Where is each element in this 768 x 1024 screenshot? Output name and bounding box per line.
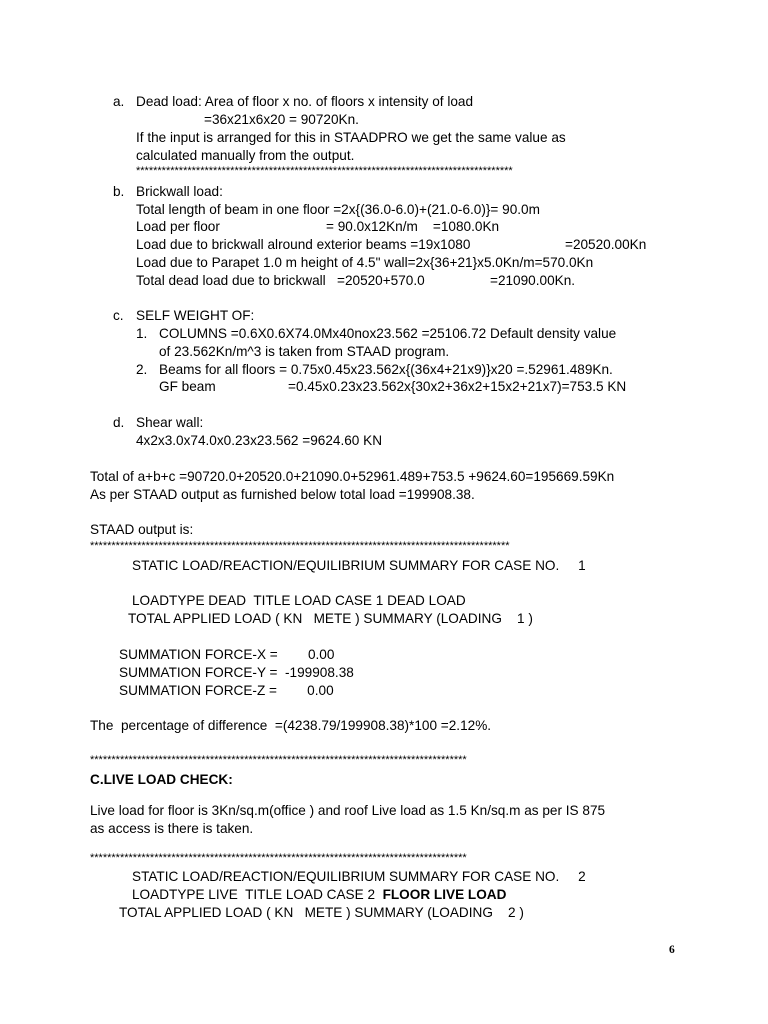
- live-load-paragraph: as access is there is taken.: [90, 821, 254, 836]
- total-line: As per STAAD output as furnished below total load =199908.38.: [90, 487, 475, 502]
- brickwall-line: Total length of beam in one floor =2x{(36.0-6.0)+(21.0-6.0)}= 90.0m: [136, 202, 540, 217]
- live-loadtype-title: FLOOR LIVE LOAD: [382, 887, 507, 902]
- live-load-heading: C.LIVE LOAD CHECK:: [90, 772, 233, 787]
- list-number: 1.: [136, 326, 148, 341]
- brickwall-line: Total dead load due to brickwall =20520+570.0: [136, 273, 425, 288]
- dead-load-note: calculated manually from the output.: [136, 148, 355, 163]
- summation-force-x: SUMMATION FORCE-X = 0.00: [119, 647, 335, 662]
- brickwall-title: Brickwall load:: [136, 184, 223, 199]
- list-marker-b: b.: [113, 184, 125, 199]
- separator-stars: ****************************************************************************************: [90, 852, 467, 864]
- staad-heading: STAAD output is:: [90, 522, 194, 537]
- separator-stars: ****************************************************************************************: [90, 754, 467, 766]
- shear-wall-calc: 4x2x3.0x74.0x0.23x23.562 =9624.60 KN: [136, 433, 383, 448]
- dead-load-calc: =36x21x6x20 = 90720Kn.: [204, 112, 359, 127]
- self-weight-columns: COLUMNS =0.6X0.6X74.0Mx40nox23.562 =25106.72 Default density value: [159, 326, 617, 341]
- list-marker-a: a.: [113, 94, 125, 109]
- list-number: 2.: [136, 362, 148, 377]
- list-marker-c: c.: [113, 308, 124, 323]
- percentage-difference: The percentage of difference =(4238.79/199908.38)*100 =2.12%.: [90, 718, 492, 733]
- page-number: 6: [669, 944, 675, 956]
- total-line: Total of a+b+c =90720.0+20520.0+21090.0+52961.489+753.5 +9624.60=195669.59Kn: [90, 469, 615, 484]
- shear-wall-title: Shear wall:: [136, 415, 204, 430]
- staad-summary: STATIC LOAD/REACTION/EQUILIBRIUM SUMMARY FOR CASE NO. 1: [132, 558, 586, 573]
- live-loadtype: [132, 887, 506, 903]
- self-weight-beams: Beams for all floors = 0.75x0.45x23.562x{(36x4+21x9)}x20 =.52961.489Kn.: [159, 362, 613, 377]
- self-weight-columns: of 23.562Kn/m^3 is taken from STAAD program.: [159, 344, 450, 359]
- summation-force-z: SUMMATION FORCE-Z = 0.00: [119, 683, 334, 698]
- brickwall-line: Load due to brickwall alround exterior beams =19x1080: [136, 237, 471, 252]
- brickwall-line: Load per floor: [136, 219, 220, 234]
- self-weight-title: SELF WEIGHT OF:: [136, 308, 255, 323]
- live-load-paragraph: Live load for floor is 3Kn/sq.m(office ) and roof Live load as 1.5 Kn/sq.m as per IS 875: [90, 803, 606, 818]
- live-summary: STATIC LOAD/REACTION/EQUILIBRIUM SUMMARY FOR CASE NO. 2: [132, 869, 586, 884]
- dead-load-note: If the input is arranged for this in STAADPRO we get the same value as: [136, 130, 566, 145]
- self-weight-gf-beam: GF beam: [159, 379, 216, 394]
- self-weight-gf-beam: =0.45x0.23x23.562x{30x2+36x2+15x2+21x7)=753.5 KN: [288, 379, 627, 394]
- staad-loadtype: LOADTYPE DEAD TITLE LOAD CASE 1 DEAD LOAD: [132, 593, 466, 608]
- brickwall-line: =20520.00Kn: [565, 237, 647, 252]
- summation-force-y: SUMMATION FORCE-Y = -199908.38: [119, 665, 354, 680]
- separator-stars: ****************************************************************************************: [136, 165, 513, 177]
- brickwall-line: Load due to Parapet 1.0 m height of 4.5" wall=2x{36+21}x5.0Kn/m=570.0Kn: [136, 255, 594, 270]
- staad-applied-load: TOTAL APPLIED LOAD ( KN METE ) SUMMARY (LOADING 1 ): [128, 611, 533, 626]
- live-applied-load: TOTAL APPLIED LOAD ( KN METE ) SUMMARY (LOADING 2 ): [119, 905, 524, 920]
- live-loadtype-text: LOADTYPE LIVE TITLE LOAD CASE 2: [132, 887, 383, 902]
- brickwall-line: = 90.0x12Kn/m =1080.0Kn: [326, 219, 500, 234]
- list-marker-d: d.: [113, 415, 125, 430]
- brickwall-line: =21090.00Kn.: [490, 273, 576, 288]
- dead-load-title: Dead load: Area of floor x no. of floors x intensity of load: [136, 94, 474, 109]
- separator-stars: **************************************************************************************************: [90, 540, 510, 552]
